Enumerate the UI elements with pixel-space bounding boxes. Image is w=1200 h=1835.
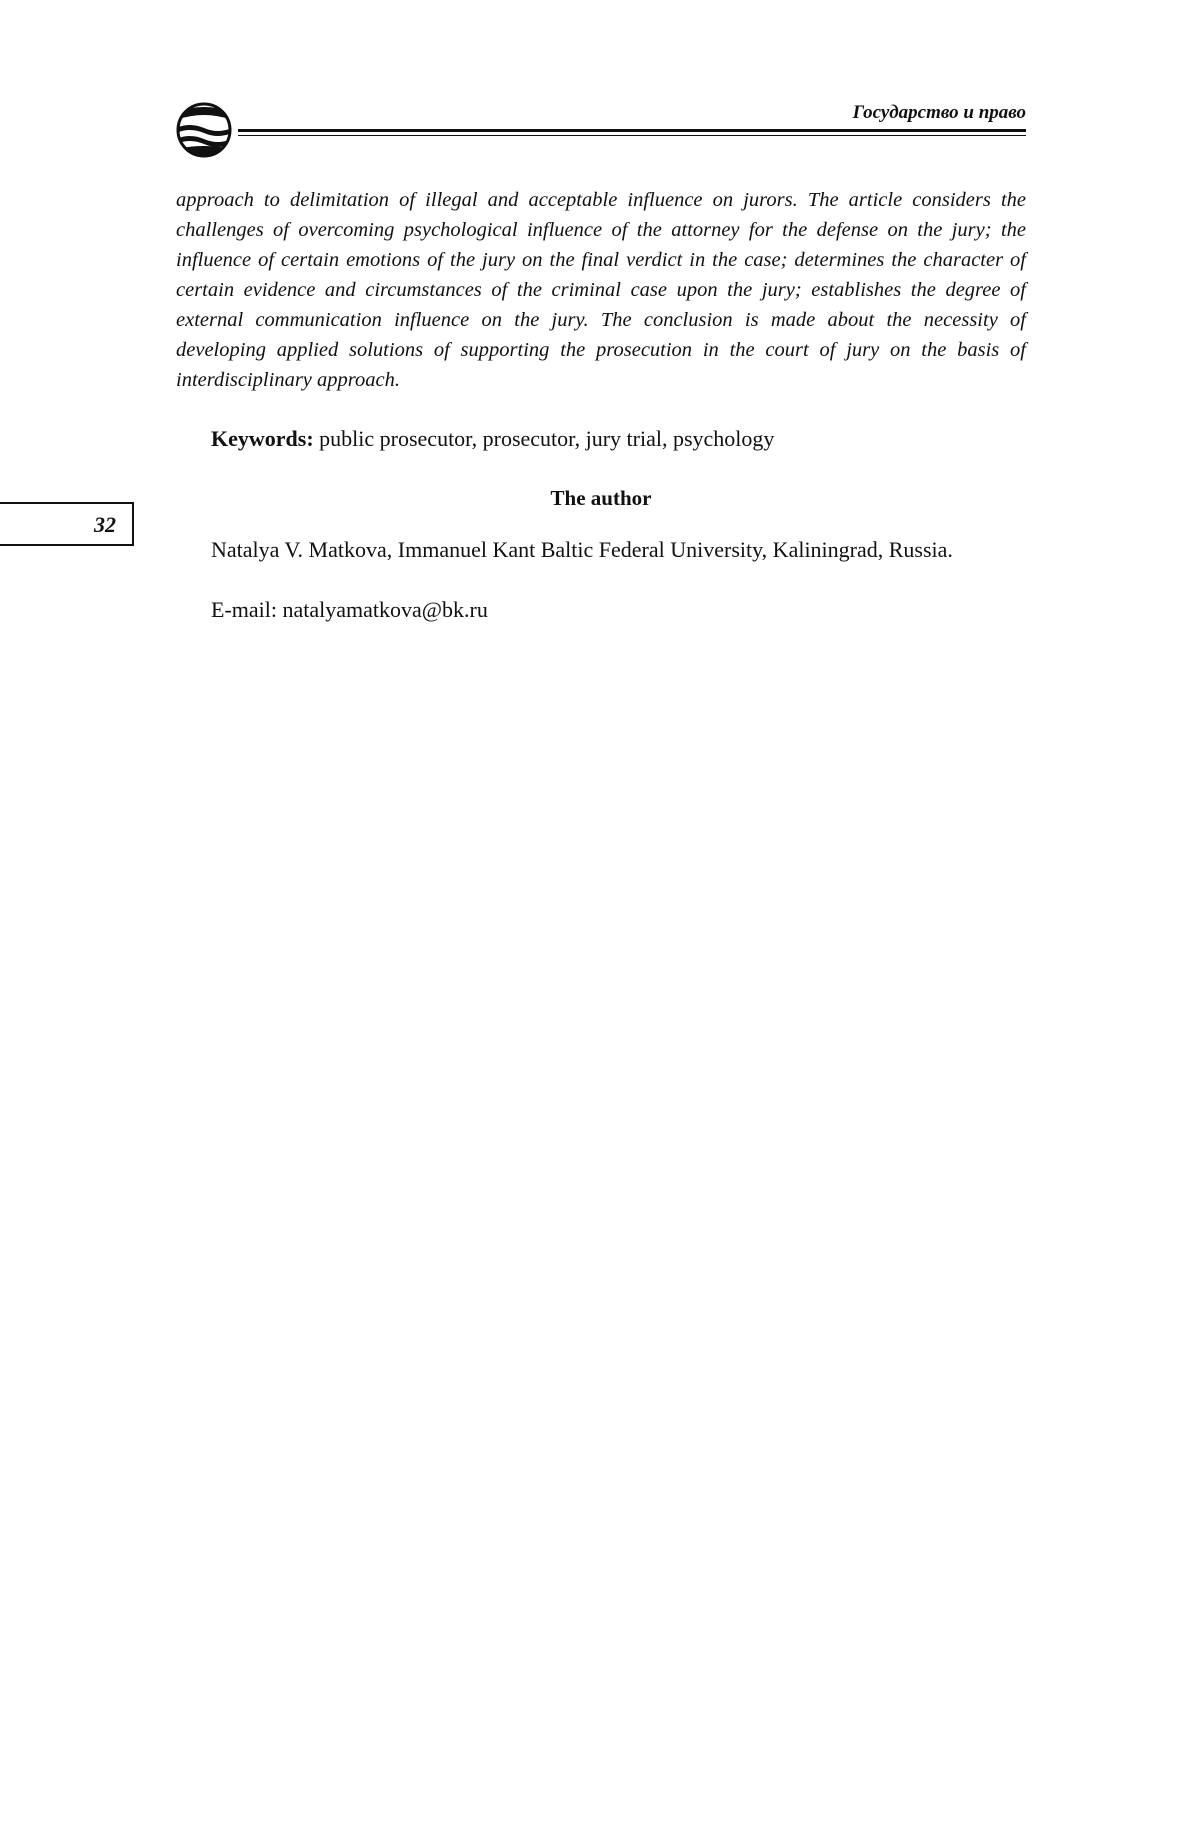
author-info: Natalya V. Matkova, Immanuel Kant Baltic Federal University, Kaliningrad, Russia. (211, 537, 953, 562)
author-heading: The author (550, 486, 652, 510)
journal-title: Государство и право (852, 102, 1026, 123)
page-number: 32 (94, 512, 116, 537)
keywords-text: public prosecutor, prosecutor, jury trial, psychology (313, 426, 775, 451)
author-email: E-mail: natalyamatkova@bk.ru (211, 597, 488, 622)
page-number-box (0, 502, 134, 546)
waves-globe-logo-icon (176, 98, 236, 160)
header-rule-thick (238, 129, 1026, 132)
header-rule-thin (238, 135, 1026, 136)
abstract-text: approach to delimitation of illegal and acceptable influence on jurors. The article considers the challenges of overcoming psychological influence of the attorney for the defense on the jury; the influence of certain emotions of the jury on the final verdict in the case; determines the character of certain evidence and circumstances of the criminal case upon the jury; establishes the degree of external communication influence on the jury. The conclusion is made about the necessity of developing applied solutions of supporting the prosecution in the court of jury on the basis of interdisciplinary approach. (176, 189, 1026, 391)
running-header (176, 98, 1026, 160)
keywords-line (176, 424, 1026, 454)
keywords-label: Keywords: (211, 426, 314, 451)
